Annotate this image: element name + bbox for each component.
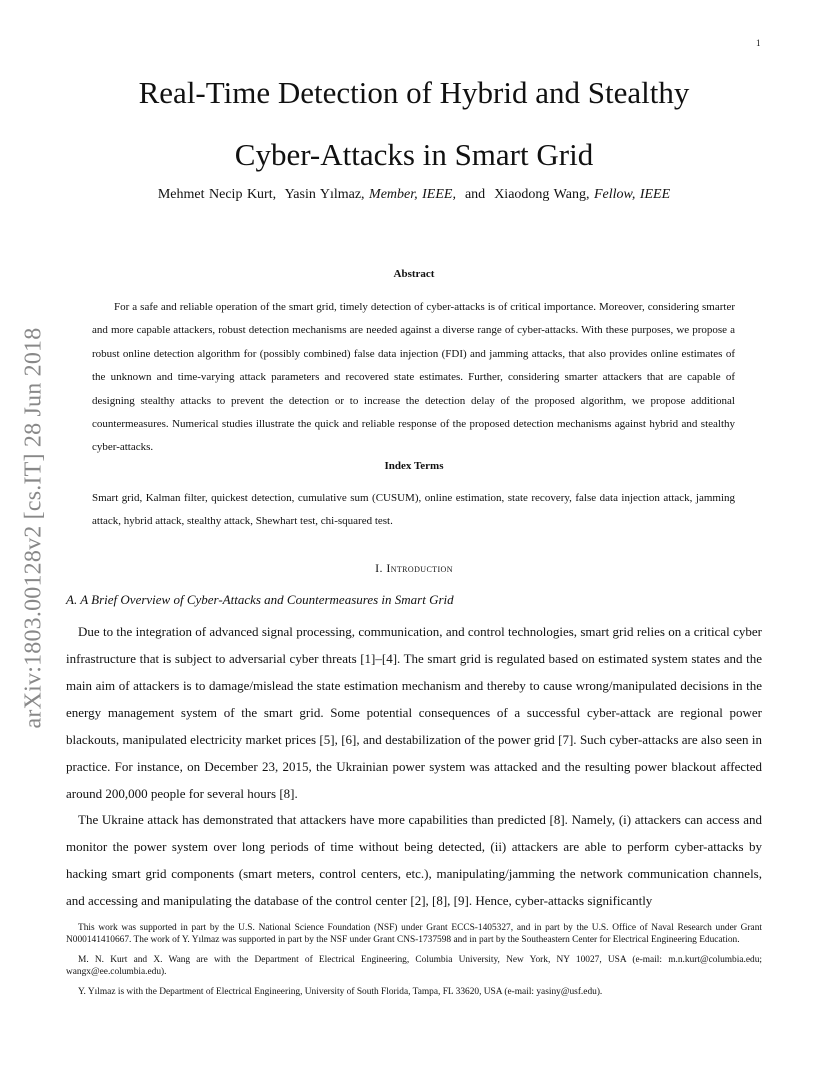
body-paragraph-1: Due to the integration of advanced signal processing, communication, and control technologies, smart grid relies on a critical cyber infrastructure that is subject to adversarial cyber threats [1]–[4]. The smart grid is regulated based on estimated system states and the main aim of attackers is to damage/mislead the state estimation mechanism and thereby to cause wrong/manipulated decisions in the energy management system of the smart grid. Some potential consequences of a successful cyber-attack are regional power blackouts, manipulated electricity market prices [5], [6], and destabilization of the power grid [7]. Such cyber-attacks are also seen in practice. For instance, on December 23, 2015, the Ukrainian power system was attacked and the resulting power blackout affected around 200,000 people for several hours [8]. [66,624,762,801]
author-3: Xiaodong Wang, [494,187,590,202]
subsection-heading: A. A Brief Overview of Cyber-Attacks and Countermeasures in Smart Grid [66,592,454,607]
footnote-affiliation-2: Y. Yılmaz is with the Department of Electrical Engineering, University of South Florida, Tampa, FL 33620, USA (e-mail: yasiny@usf.edu). [78,987,603,997]
page-number: 1 [756,38,761,48]
author-2-role: Member, IEEE, [369,187,456,202]
abstract-heading: Abstract [393,268,435,280]
footnotes [66,922,762,1006]
index-terms-heading: Index Terms [384,460,444,472]
arxiv-side-stamp [20,298,47,758]
section-title: Introduction [386,561,453,575]
author-1: Mehmet Necip Kurt, [157,187,277,202]
paper-title [0,62,828,186]
author-list [0,187,828,203]
arxiv-identifier: arXiv:1803.00128v2 [cs.IT] 28 Jun 2018 [20,327,47,729]
title-line-1: Real-Time Detection of Hybrid and Stealthy [138,75,690,110]
abstract-text: For a safe and reliable operation of the smart grid, timely detection of cyber-attacks is of critical importance. Moreover, considering smarter and more capable attackers, robust detection mechanisms are needed against a diverse range of cyber-attacks. With these purposes, we propose a robust online detection algorithm for (possibly combined) false data injection (FDI) and jamming attacks, that also provides online estimates of the unknown and time-varying attack parameters and recovered state estimates. Further, considering smarter attackers that are capable of designing stealthy attacks to prevent the detection or to increase the detection delay of the proposed algorithm, we propose additional countermeasures. Numerical studies illustrate the quick and reliable response of the proposed detection mechanisms against hybrid and stealthy cyber-attacks. [92,301,735,454]
index-terms-text: Smart grid, Kalman filter, quickest detection, cumulative sum (CUSUM), online estimation, state recovery, false data injection attack, jamming attack, hybrid attack, stealthy attack, Shewhart test, chi-squared test. [92,492,735,528]
author-3-role: Fellow, IEEE [593,187,671,202]
section-heading [0,561,828,576]
author-2: Yasin Yılmaz, [284,187,365,202]
section-number: I. [375,561,383,575]
footnote-affiliation-1: M. N. Kurt and X. Wang are with the Department of Electrical Engineering, Columbia University, New York, NY 10027, USA (e-mail: m.n.kurt@columbia.edu; wangx@ee.columbia.edu). [66,955,762,977]
title-line-2: Cyber-Attacks in Smart Grid [234,137,594,172]
body-paragraph-2: The Ukraine attack has demonstrated that attackers have more capabilities than predicted [8]. Namely, (i) attackers can access and monitor the power system over long periods of time without being detected, (ii) attackers are able to perform cyber-attacks by hacking smart grid components (smart meters, control centers, etc.), manipulating/jamming the network communication channels, and accessing and manipulating the database of the control center [2], [8], [9]. Hence, cyber-attacks significantly [66,812,762,908]
footnote-funding: This work was supported in part by the U.S. National Science Foundation (NSF) under Grant ECCS-1405327, and in part by the U.S. Office of Naval Research under Grant N000141410667. The work of Y. Yılmaz was supported in part by the NSF under Grant CNS-1737598 and in part by the Southeastern Center for Electrical Engineering Education. [66,923,762,945]
author-conjunction: and [464,187,486,202]
